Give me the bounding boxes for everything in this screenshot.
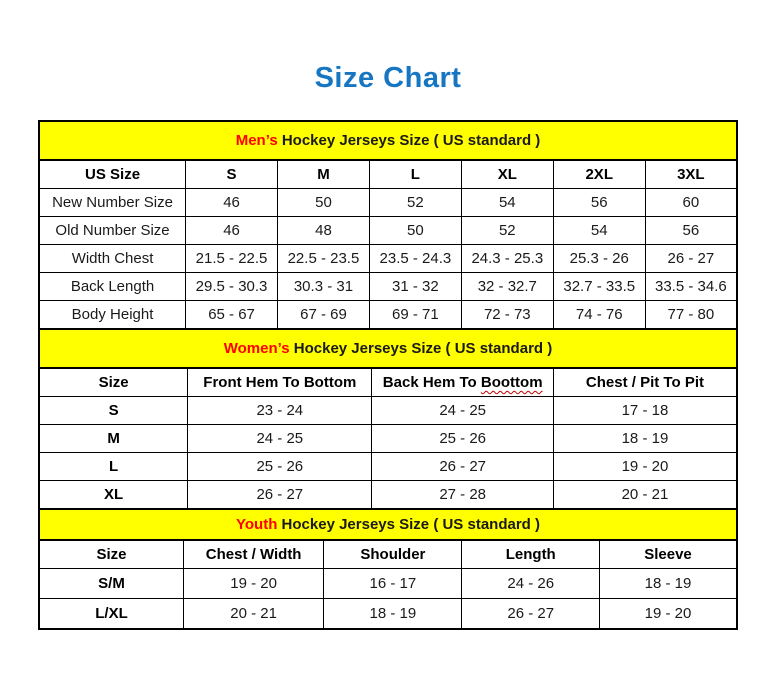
size-value-cell: 26 - 27 bbox=[645, 245, 737, 273]
column-header: Back Hem To Boottom bbox=[372, 368, 553, 397]
size-value-cell: 23 - 24 bbox=[188, 397, 372, 425]
column-header: 2XL bbox=[553, 160, 645, 189]
size-value-cell: 31 - 32 bbox=[369, 273, 461, 301]
size-value-cell: 25 - 26 bbox=[188, 453, 372, 481]
size-value-cell: 52 bbox=[369, 189, 461, 217]
womens-section-title bbox=[39, 329, 737, 368]
size-value-cell: 52 bbox=[461, 217, 553, 245]
column-header: US Size bbox=[39, 160, 186, 189]
size-value-cell: 25 - 26 bbox=[372, 425, 553, 453]
mens-header-row bbox=[39, 160, 737, 189]
size-value-cell: 17 - 18 bbox=[553, 397, 737, 425]
youth-size-table bbox=[38, 508, 738, 630]
mens-section-title-rest: Hockey Jerseys Size ( US standard ) bbox=[277, 132, 541, 149]
size-value-cell: 50 bbox=[278, 189, 370, 217]
page-title: Size Chart bbox=[314, 62, 462, 94]
size-value-cell: 74 - 76 bbox=[553, 301, 645, 330]
size-value-cell: 25.3 - 26 bbox=[553, 245, 645, 273]
row-label: L bbox=[39, 453, 188, 481]
size-value-cell: 24.3 - 25.3 bbox=[461, 245, 553, 273]
mens-section-title bbox=[39, 121, 737, 160]
table-row bbox=[39, 569, 737, 599]
mens-band-row bbox=[39, 121, 737, 160]
row-label: Old Number Size bbox=[39, 217, 186, 245]
column-header: Size bbox=[39, 540, 183, 569]
size-value-cell: 24 - 25 bbox=[372, 397, 553, 425]
table-row bbox=[39, 273, 737, 301]
column-header: Front Hem To Bottom bbox=[188, 368, 372, 397]
table-row bbox=[39, 425, 737, 453]
size-value-cell: 19 - 20 bbox=[183, 569, 323, 599]
size-value-cell: 56 bbox=[553, 189, 645, 217]
column-header: Shoulder bbox=[324, 540, 462, 569]
size-value-cell: 46 bbox=[186, 189, 278, 217]
youth-section-title bbox=[39, 509, 737, 540]
table-row bbox=[39, 453, 737, 481]
row-label: Body Height bbox=[39, 301, 186, 330]
size-value-cell: 27 - 28 bbox=[372, 481, 553, 510]
mens-size-table bbox=[38, 120, 738, 330]
youth-band-row bbox=[39, 509, 737, 540]
size-value-cell: 72 - 73 bbox=[461, 301, 553, 330]
table-row bbox=[39, 189, 737, 217]
size-value-cell: 26 - 27 bbox=[188, 481, 372, 510]
size-value-cell: 50 bbox=[369, 217, 461, 245]
table-row bbox=[39, 481, 737, 510]
size-value-cell: 20 - 21 bbox=[183, 599, 323, 630]
size-value-cell: 26 - 27 bbox=[372, 453, 553, 481]
size-value-cell: 56 bbox=[645, 217, 737, 245]
womens-header-row bbox=[39, 368, 737, 397]
mens-section-title-highlight: Men’s bbox=[235, 132, 278, 149]
size-value-cell: 29.5 - 30.3 bbox=[186, 273, 278, 301]
size-value-cell: 48 bbox=[278, 217, 370, 245]
size-value-cell: 23.5 - 24.3 bbox=[369, 245, 461, 273]
column-header: Chest / Width bbox=[183, 540, 323, 569]
size-value-cell: 32.7 - 33.5 bbox=[553, 273, 645, 301]
size-value-cell: 22.5 - 23.5 bbox=[278, 245, 370, 273]
size-value-cell: 67 - 69 bbox=[278, 301, 370, 330]
womens-section-title-highlight: Women’s bbox=[223, 340, 290, 357]
size-value-cell: 24 - 25 bbox=[188, 425, 372, 453]
row-label: New Number Size bbox=[39, 189, 186, 217]
youth-section-title-rest: Hockey Jerseys Size ( US standard ) bbox=[277, 516, 540, 533]
size-value-cell: 18 - 19 bbox=[599, 569, 737, 599]
size-value-cell: 18 - 19 bbox=[324, 599, 462, 630]
row-label: Back Length bbox=[39, 273, 186, 301]
youth-section-title-highlight: Youth bbox=[236, 516, 278, 533]
table-row bbox=[39, 397, 737, 425]
table-row bbox=[39, 245, 737, 273]
size-value-cell: 30.3 - 31 bbox=[278, 273, 370, 301]
size-value-cell: 19 - 20 bbox=[599, 599, 737, 630]
size-value-cell: 33.5 - 34.6 bbox=[645, 273, 737, 301]
size-value-cell: 19 - 20 bbox=[553, 453, 737, 481]
row-label: M bbox=[39, 425, 188, 453]
womens-band-row bbox=[39, 329, 737, 368]
row-label: S bbox=[39, 397, 188, 425]
column-header: Length bbox=[462, 540, 600, 569]
misspelled-word: Boottom bbox=[480, 374, 543, 391]
row-label: XL bbox=[39, 481, 188, 510]
size-value-cell: 32 - 32.7 bbox=[461, 273, 553, 301]
size-value-cell: 18 - 19 bbox=[553, 425, 737, 453]
column-header: 3XL bbox=[645, 160, 737, 189]
size-tables-container bbox=[38, 120, 738, 630]
column-header: Chest / Pit To Pit bbox=[553, 368, 737, 397]
size-value-cell: 24 - 26 bbox=[462, 569, 600, 599]
column-header: Sleeve bbox=[599, 540, 737, 569]
size-value-cell: 54 bbox=[553, 217, 645, 245]
size-value-cell: 65 - 67 bbox=[186, 301, 278, 330]
youth-header-row bbox=[39, 540, 737, 569]
size-value-cell: 60 bbox=[645, 189, 737, 217]
size-value-cell: 26 - 27 bbox=[462, 599, 600, 630]
column-header: S bbox=[186, 160, 278, 189]
womens-size-table bbox=[38, 328, 738, 510]
size-value-cell: 54 bbox=[461, 189, 553, 217]
size-value-cell: 16 - 17 bbox=[324, 569, 462, 599]
size-value-cell: 69 - 71 bbox=[369, 301, 461, 330]
column-header: XL bbox=[461, 160, 553, 189]
row-label: Width Chest bbox=[39, 245, 186, 273]
column-header: Size bbox=[39, 368, 188, 397]
column-header: L bbox=[369, 160, 461, 189]
size-value-cell: 77 - 80 bbox=[645, 301, 737, 330]
womens-section-title-rest: Hockey Jerseys Size ( US standard ) bbox=[289, 340, 553, 357]
table-row bbox=[39, 217, 737, 245]
size-value-cell: 21.5 - 22.5 bbox=[186, 245, 278, 273]
table-row bbox=[39, 599, 737, 630]
row-label: L/XL bbox=[39, 599, 183, 630]
column-header: M bbox=[278, 160, 370, 189]
row-label: S/M bbox=[39, 569, 183, 599]
size-value-cell: 46 bbox=[186, 217, 278, 245]
table-row bbox=[39, 301, 737, 330]
size-value-cell: 20 - 21 bbox=[553, 481, 737, 510]
